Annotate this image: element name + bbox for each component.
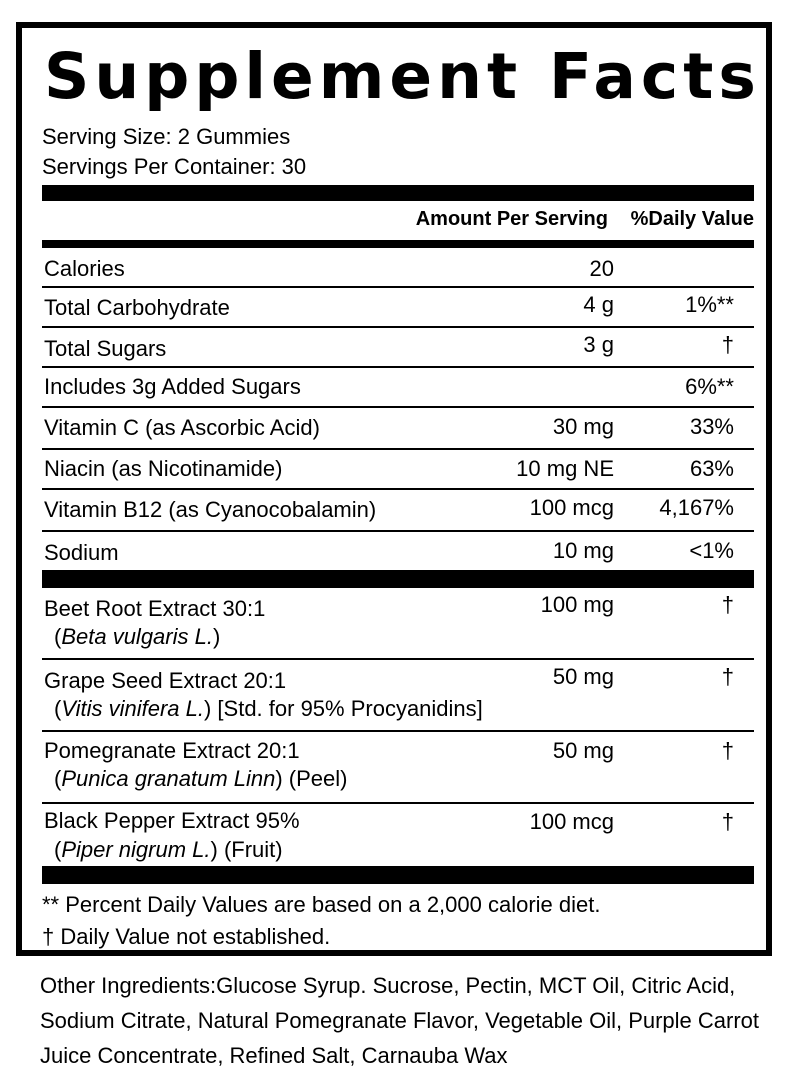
nutrient-row [42, 532, 754, 570]
nutrient-row [42, 328, 754, 368]
extract-latin-name: Piper nigrum L. [61, 837, 211, 862]
nutrient-name: Vitamin C (as Ascorbic Acid) [44, 415, 320, 440]
extract-amount: 100 mcg [529, 809, 614, 834]
nutrient-daily-value: 63% [689, 456, 734, 481]
nutrient-daily-value: 4,167% [659, 495, 734, 520]
extract-daily-value: † [721, 809, 734, 834]
extract-amount: 100 mg [540, 592, 614, 617]
extract-latin-name: Vitis vinifera L. [61, 696, 204, 721]
paren-open: ( [54, 837, 62, 862]
paren-open: ( [54, 624, 62, 649]
nutrient-row [42, 250, 754, 288]
nutrient-name: Niacin (as Nicotinamide) [44, 456, 283, 481]
extract-latin-suffix: ) [212, 624, 221, 649]
nutrient-row [42, 408, 754, 450]
extract-latin-name: Punica granatum Linn [61, 766, 276, 791]
nutrient-amount: 10 mg [552, 538, 614, 563]
nutrient-amount: 20 [589, 256, 614, 281]
thick-divider-top [42, 185, 754, 201]
nutrient-daily-value: <1% [689, 538, 734, 563]
extract-name: Beet Root Extract 30:1 [44, 596, 266, 621]
extract-name: Grape Seed Extract 20:1 [44, 668, 287, 693]
extract-daily-value: † [721, 664, 734, 689]
servings-per-container: Servings Per Container: 30 [42, 154, 307, 179]
nutrient-daily-value: 1%** [685, 292, 734, 317]
nutrient-row [42, 288, 754, 328]
extract-amount: 50 mg [552, 738, 614, 763]
extract-daily-value: † [721, 738, 734, 763]
serving-size: Serving Size: 2 Gummies [42, 124, 291, 149]
nutrient-daily-value: 6%** [685, 374, 734, 399]
extract-row [42, 804, 754, 866]
nutrient-name: Total Sugars [44, 336, 167, 361]
nutrient-amount: 100 mcg [529, 495, 614, 520]
thick-divider-bottom [42, 866, 754, 884]
footnote-percent: ** Percent Daily Values are based on a 2,000 calorie diet. [42, 892, 601, 917]
extract-name: Pomegranate Extract 20:1 [44, 738, 300, 763]
nutrient-name: Total Carbohydrate [44, 295, 230, 320]
extract-latin-suffix: ) [Std. for 95% Procyanidins] [203, 696, 483, 721]
extract-latin-line [54, 696, 483, 722]
nutrient-amount: 4 g [583, 292, 614, 317]
medium-divider [42, 240, 754, 248]
nutrient-daily-value: † [721, 332, 734, 357]
nutrient-name: Sodium [44, 540, 119, 565]
extract-name: Black Pepper Extract 95% [44, 808, 300, 833]
nutrient-name: Calories [44, 256, 125, 281]
paren-open: ( [54, 766, 62, 791]
header-daily-value: %Daily Value [630, 208, 754, 230]
nutrient-amount: 3 g [583, 332, 614, 357]
nutrient-amount: 10 mg NE [516, 456, 614, 481]
nutrient-name: Includes 3g Added Sugars [44, 374, 301, 399]
extract-latin-line [54, 766, 347, 792]
extract-latin-name: Beta vulgaris L. [61, 624, 213, 649]
header-amount: Amount Per Serving [415, 208, 608, 230]
nutrient-amount: 30 mg [552, 414, 614, 439]
nutrient-row [42, 450, 754, 490]
nutrient-row [42, 368, 754, 408]
extract-latin-line [54, 624, 220, 650]
nutrient-row [42, 490, 754, 532]
thick-divider-middle [42, 570, 754, 588]
extract-amount: 50 mg [552, 664, 614, 689]
extract-row [42, 590, 754, 660]
footnote-dagger: † Daily Value not established. [42, 924, 331, 949]
nutrient-daily-value: 33% [689, 414, 734, 439]
extract-row [42, 732, 754, 804]
panel-title: Supplement Facts [44, 40, 761, 113]
nutrient-name: Vitamin B12 (as Cyanocobalamin) [44, 497, 377, 522]
extract-row [42, 660, 754, 732]
extract-latin-line [54, 837, 283, 863]
extract-latin-suffix: ) (Peel) [275, 766, 348, 791]
other-ingredients: Other Ingredients:Glucose Syrup. Sucrose, Pectin, MCT Oil, Citric Acid, Sodium Citrate, Natural Pomegranate Flavor, Vegetable Oil, Purple Carrot Juice Concentrate, Refined Salt, Carnauba Wax [40, 973, 760, 1068]
extract-daily-value: † [721, 592, 734, 617]
paren-open: ( [54, 696, 62, 721]
supplement-facts-panel [16, 22, 772, 956]
extract-latin-suffix: ) (Fruit) [210, 837, 283, 862]
